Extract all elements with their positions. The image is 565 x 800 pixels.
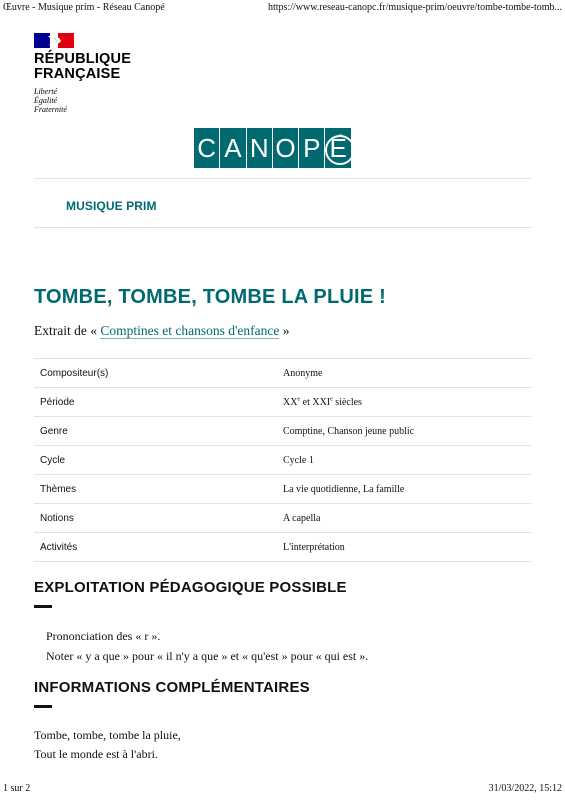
table-key: Activités [40, 541, 78, 553]
table-key: Compositeur(s) [40, 367, 109, 379]
marianne-flag-icon [34, 33, 74, 48]
rf-motto-liberte: Liberté [34, 87, 58, 96]
exploitation-line: Prononciation des « r ». [46, 629, 161, 643]
lyrics-line: Tombe, tombe, tombe la pluie, [34, 728, 181, 742]
canope-letter: O [273, 128, 298, 168]
table-row [34, 359, 531, 388]
infos-heading: INFORMATIONS COMPLÉMENTAIRES [34, 679, 310, 696]
print-footer [3, 783, 562, 797]
table-row [34, 388, 531, 417]
exploitation-line: Noter « y a que » pour « il n'y a que » et « qu'est » pour « qui est ». [46, 649, 369, 663]
comptines-link[interactable]: Comptines et chansons d'enfance [100, 323, 280, 338]
heading-underline [34, 705, 52, 708]
exploitation-text [46, 626, 368, 666]
table-row [34, 417, 531, 446]
table-row [34, 475, 531, 504]
rf-name-line1: RÉPUBLIQUE [34, 51, 132, 67]
exploitation-heading: EXPLOITATION PÉDAGOGIQUE POSSIBLE [34, 579, 347, 596]
rf-name-line2: FRANÇAISE [34, 66, 121, 82]
table-key: Cycle [40, 454, 66, 466]
table-row [34, 533, 531, 562]
table-key: Thèmes [40, 483, 77, 495]
canope-logo[interactable] [194, 128, 351, 168]
periode-xx: XX [283, 396, 298, 408]
canope-letter: P [299, 128, 324, 168]
extract-suffix: » [279, 323, 290, 338]
table-value-periode [283, 388, 531, 417]
print-datetime: 31/03/2022, 15:12 [488, 783, 562, 794]
republique-francaise-logo[interactable] [34, 33, 154, 114]
canope-letter: C [194, 128, 219, 168]
table-row [34, 504, 531, 533]
extract-line [34, 323, 290, 339]
canope-letter: N [247, 128, 272, 168]
table-value: A capella [283, 512, 321, 524]
page-title: TOMBE, TOMBE, TOMBE LA PLUIE ! [34, 286, 386, 308]
table-key: Notions [40, 512, 74, 524]
divider [34, 178, 531, 179]
heading-underline [34, 605, 52, 608]
table-key: Genre [40, 425, 68, 437]
table-key: Période [40, 396, 75, 408]
table-value: Comptine, Chanson jeune public [283, 425, 415, 437]
table-value: Cycle 1 [283, 454, 314, 466]
table-value: L'interprétation [283, 541, 345, 553]
rf-motto-fraternite: Fraternité [34, 105, 67, 114]
lyrics-line: Tout le monde est à l'abri. [34, 747, 158, 761]
periode-e2: e [330, 396, 333, 403]
periode-tail: siècles [332, 396, 362, 408]
canope-letter: A [220, 128, 245, 168]
table-row [34, 446, 531, 475]
table-value: Anonyme [283, 367, 323, 379]
print-header [3, 2, 562, 16]
rf-motto-egalite: Égalité [34, 96, 58, 105]
extract-prefix: Extrait de « [34, 323, 101, 338]
divider [34, 227, 531, 228]
periode-e1: e [297, 396, 301, 403]
print-url: https://www.reseau-canopc.fr/musique-prim/oeuvre/tombe-tombe-tomb... [268, 2, 562, 13]
table-value: La vie quotidienne, La famille [283, 483, 405, 495]
canope-letter: É [325, 128, 350, 168]
lyrics-text [34, 726, 181, 764]
periode-and: et XXI [300, 396, 331, 408]
work-info-table [34, 358, 531, 562]
print-page-number: 1 sur 2 [3, 783, 31, 794]
musique-prim-link[interactable]: MUSIQUE PRIM [66, 199, 157, 213]
print-page-title: Œuvre - Musique prim - Réseau Canopé [3, 2, 165, 13]
